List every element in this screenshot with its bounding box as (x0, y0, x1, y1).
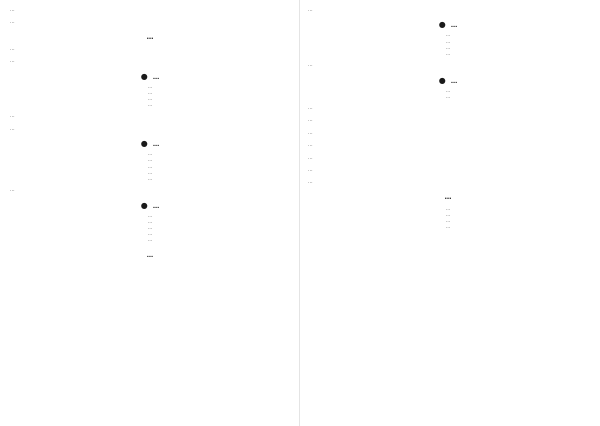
paragraph: … (308, 155, 313, 161)
bullet-icon: ● (140, 200, 148, 210)
paragraph: … (10, 114, 15, 120)
centered-line: … (445, 213, 451, 219)
paragraph: … (10, 20, 15, 26)
section-heading: … (444, 192, 452, 201)
paragraph: … (308, 168, 313, 174)
centered-line: … (445, 225, 451, 231)
section-heading (10, 139, 290, 148)
centered-line: … (147, 226, 153, 232)
bullet-icon: ● (140, 71, 148, 81)
section-heading-text: … (152, 201, 160, 210)
section-heading (10, 72, 290, 81)
paragraph: … (308, 130, 313, 136)
paragraph: … (308, 118, 313, 124)
centered-line-group (308, 89, 588, 101)
paragraph: … (308, 8, 313, 13)
section-heading (10, 201, 290, 210)
right-page (308, 8, 588, 420)
centered-line: … (445, 88, 451, 94)
section-heading (308, 20, 588, 29)
section-heading-text: … (152, 140, 160, 149)
left-page (10, 8, 290, 420)
paragraph: … (308, 143, 313, 149)
centered-line: … (147, 90, 153, 96)
centered-line: … (147, 238, 153, 244)
centered-line: … (445, 52, 451, 58)
paragraph: … (308, 106, 313, 112)
centered-line-group (10, 214, 290, 245)
centered-line: … (445, 206, 451, 212)
paragraph: … (10, 126, 15, 132)
section-heading-text: … (450, 76, 458, 85)
centered-line: … (147, 164, 153, 170)
paragraph: … (10, 46, 15, 52)
paragraph: … (308, 180, 313, 186)
bullet-icon: ● (438, 75, 446, 85)
centered-line: … (445, 219, 451, 225)
section-heading-text: … (152, 72, 160, 81)
centered-line: … (147, 219, 153, 225)
centered-line: … (445, 33, 451, 39)
centered-line: … (147, 170, 153, 176)
centered-line: … (445, 39, 451, 45)
centered-line: … (147, 213, 153, 219)
centered-line-group (308, 33, 588, 58)
centered-line-group (10, 152, 290, 183)
bullet-icon: ● (140, 139, 148, 149)
centered-line: … (147, 103, 153, 109)
section-heading: … (146, 32, 154, 41)
paragraph: … (308, 63, 313, 69)
bullet-icon: ● (438, 20, 446, 30)
paragraph: … (10, 59, 15, 65)
section-heading: … (146, 250, 154, 259)
centered-line-group (10, 85, 290, 110)
centered-line-group (308, 207, 588, 232)
section-heading (308, 76, 588, 85)
section-heading-text: … (450, 21, 458, 30)
centered-line: … (147, 232, 153, 238)
centered-line: … (445, 94, 451, 100)
centered-line: … (147, 152, 153, 158)
centered-line: … (445, 45, 451, 51)
centered-line: … (147, 84, 153, 90)
centered-line: … (147, 97, 153, 103)
page-gutter (299, 0, 300, 426)
paragraph: … (10, 188, 15, 194)
centered-line: … (147, 158, 153, 164)
paragraph: … (10, 8, 15, 13)
centered-line: … (147, 177, 153, 183)
